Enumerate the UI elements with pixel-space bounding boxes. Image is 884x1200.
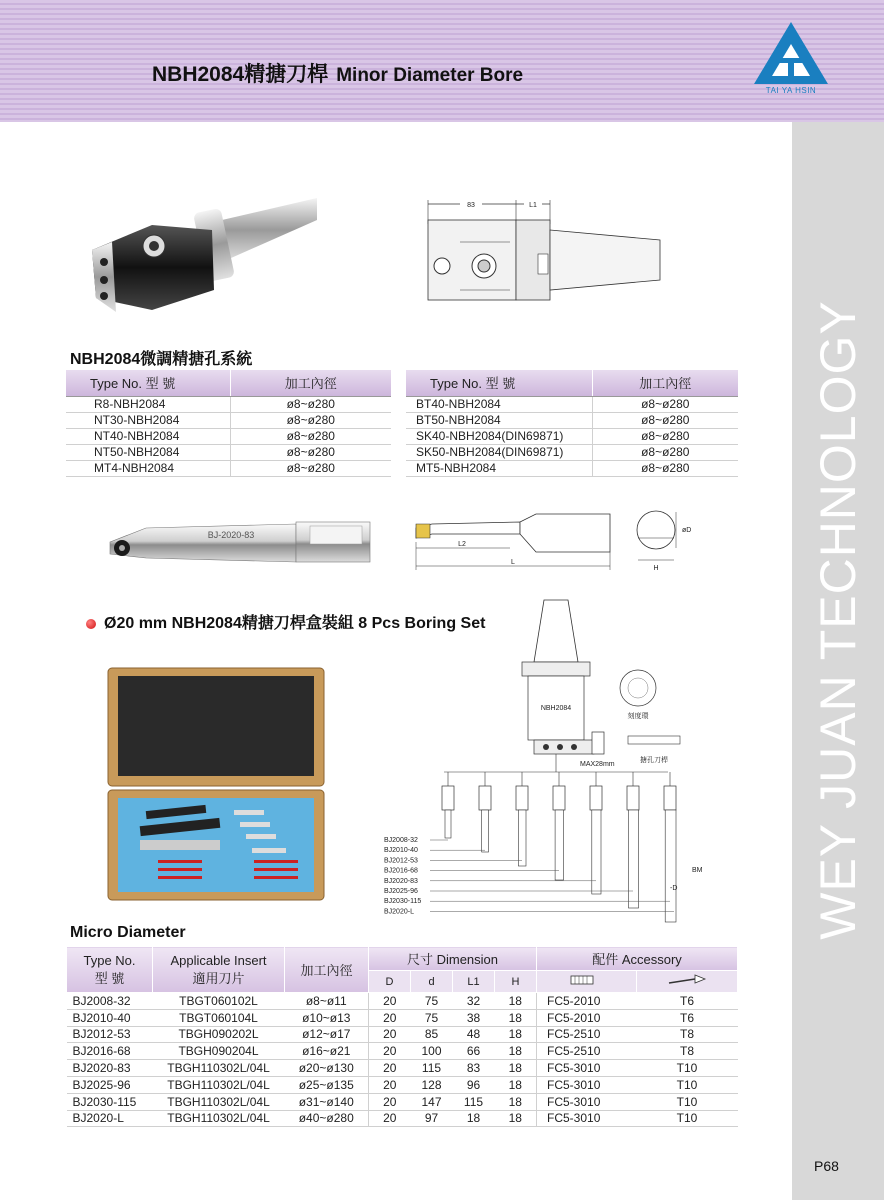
cell-type: BJ2025-96: [67, 1076, 153, 1093]
col-H: H: [495, 971, 537, 993]
cell-type: R8-NBH2084: [66, 396, 230, 412]
cell-range: ø12~ø17: [285, 1026, 369, 1043]
bar-label: BJ2020-L: [384, 908, 414, 916]
cell-h: 18: [495, 1076, 537, 1093]
table-row: [66, 444, 391, 460]
bar-label: BJ2020-83: [384, 877, 418, 885]
bar-drawing: [410, 508, 705, 580]
table-row: [406, 460, 738, 476]
table-row: [406, 444, 738, 460]
cell-insert: TBGT060102L: [153, 993, 285, 1010]
cell-range: ø8~ø280: [230, 444, 391, 460]
table-row: [67, 993, 738, 1010]
cell-range: ø8~ø280: [592, 428, 738, 444]
cell-type: BT40-NBH2084: [406, 396, 592, 412]
cell-d: 75: [411, 1009, 453, 1026]
dim-d: øD: [682, 527, 692, 534]
title-zh: NBH2084精搪刀桿: [152, 63, 329, 86]
cell-acc2: T6: [637, 1009, 738, 1026]
cell-d: 20: [369, 1076, 411, 1093]
bar-shank: [590, 786, 602, 810]
max-label: MAX28mm: [580, 761, 615, 768]
bar-body: [482, 810, 489, 852]
cell-d: 20: [369, 1009, 411, 1026]
col-dimension: 尺寸 Dimension: [369, 947, 537, 971]
set-drawing: [374, 596, 704, 926]
cell-h: 18: [495, 1043, 537, 1060]
cell-h: 18: [495, 1009, 537, 1026]
cell-type: SK50-NBH2084(DIN69871): [406, 444, 592, 460]
cell-type: BJ2008-32: [67, 993, 153, 1010]
bm-label: BM: [692, 867, 703, 874]
cell-l1: 66: [453, 1043, 495, 1060]
bar-label: BJ2012-53: [384, 857, 418, 865]
bar-outlines: [442, 772, 676, 922]
cell-range: ø8~ø11: [285, 993, 369, 1010]
cell-insert: TBGH110302L/04L: [153, 1110, 285, 1127]
cell-insert: TBGH110302L/04L: [153, 1076, 285, 1093]
cell-d: 75: [411, 993, 453, 1010]
cell-insert: TBGH110302L/04L: [153, 1060, 285, 1077]
table-row: [67, 1093, 738, 1110]
bar-body: [518, 810, 526, 866]
cell-type: BJ2016-68: [67, 1043, 153, 1060]
cell-type: BT50-NBH2084: [406, 412, 592, 428]
holder-photo: [82, 180, 322, 330]
table-row: [67, 1043, 738, 1060]
col-type-en: Type No.: [83, 952, 136, 968]
cell-type: MT4-NBH2084: [66, 460, 230, 476]
cell-acc1: FC5-3010: [537, 1093, 637, 1110]
cell-l1: 38: [453, 1009, 495, 1026]
cell-range: ø8~ø280: [230, 412, 391, 428]
cell-d: 20: [369, 1060, 411, 1077]
cell-acc2: T8: [637, 1043, 738, 1060]
cell-acc2: T8: [637, 1026, 738, 1043]
holder-table-left: [66, 370, 391, 477]
cell-d: 85: [411, 1026, 453, 1043]
cell-d: 147: [411, 1093, 453, 1110]
cell-type: NT30-NBH2084: [66, 412, 230, 428]
dim-h: H: [653, 565, 659, 572]
table-row: [66, 460, 391, 476]
bullet-icon: [86, 619, 96, 629]
cell-acc1: FC5-3010: [537, 1110, 637, 1127]
bar-body: [592, 810, 601, 894]
d-label: -D: [670, 885, 678, 892]
section3-title: Micro Diameter: [70, 924, 186, 941]
cell-range: ø25~ø135: [285, 1076, 369, 1093]
cell-range: ø8~ø280: [592, 412, 738, 428]
side-brand-text: WEY JUAN TECHNOLOGY: [810, 300, 866, 940]
cell-h: 18: [495, 1060, 537, 1077]
cell-acc2: T6: [637, 993, 738, 1010]
cell-h: 18: [495, 1110, 537, 1127]
cell-type: BJ2030-115: [67, 1093, 153, 1110]
cell-range: ø31~ø140: [285, 1093, 369, 1110]
cell-d: 115: [411, 1060, 453, 1077]
bar-body: [665, 810, 676, 922]
title-en: Minor Diameter Bore: [336, 65, 524, 86]
page-number: P68: [814, 1158, 839, 1174]
cell-d: 20: [369, 1093, 411, 1110]
table-row: [67, 1076, 738, 1093]
dim-83: 83: [467, 202, 475, 209]
table-row: [66, 396, 391, 412]
section1-title: NBH2084微調精搪孔系統: [70, 351, 253, 368]
bar-body: [555, 810, 563, 880]
col-type: [67, 947, 153, 993]
col-d: d: [411, 971, 453, 993]
col-insert-zh: 適用刀片: [192, 970, 245, 986]
cell-range: ø8~ø280: [592, 396, 738, 412]
cell-insert: TBGT060104L: [153, 1009, 285, 1026]
bar-shank: [479, 786, 491, 810]
cell-d: 97: [411, 1110, 453, 1127]
col-range: 加工內徑: [285, 947, 369, 993]
bar-shank: [664, 786, 676, 810]
bar-body: [445, 810, 451, 838]
bar-shank: [627, 786, 639, 810]
bar-label: BJ2025-96: [384, 888, 418, 895]
holder-drawing: [420, 196, 670, 316]
cell-range: ø16~ø21: [285, 1043, 369, 1060]
section2-title-text: Ø20 mm NBH2084精搪刀桿盒裝組 8 Pcs Boring Set: [104, 615, 486, 632]
cell-range: ø8~ø280: [230, 396, 391, 412]
cell-insert: TBGH090202L: [153, 1026, 285, 1043]
cell-range: ø8~ø280: [230, 460, 391, 476]
cell-acc1: FC5-2510: [537, 1043, 637, 1060]
boring-bar-photo: [106, 518, 376, 570]
table-row: [66, 428, 391, 444]
cell-d: 20: [369, 1110, 411, 1127]
cell-acc1: FC5-3010: [537, 1060, 637, 1077]
table-row: [67, 1060, 738, 1077]
cell-acc1: FC5-3010: [537, 1076, 637, 1093]
logo-text: TAI YA HSIN: [765, 86, 817, 95]
bar-label: BJ2010-40: [384, 847, 418, 855]
cell-h: 18: [495, 1026, 537, 1043]
cell-acc1: FC5-2010: [537, 1009, 637, 1026]
col-L1: L1: [453, 971, 495, 993]
bar-shank: [516, 786, 528, 810]
micro-diameter-table: [66, 946, 738, 1127]
cell-type: BJ2012-53: [67, 1026, 153, 1043]
cell-range: ø20~ø130: [285, 1060, 369, 1077]
cell-l1: 83: [453, 1060, 495, 1077]
cell-insert: TBGH110302L/04L: [153, 1093, 285, 1110]
cell-d: 100: [411, 1043, 453, 1060]
col-range: 加工內徑: [592, 370, 738, 396]
cell-acc1: FC5-2510: [537, 1026, 637, 1043]
cell-acc1: FC5-2010: [537, 993, 637, 1010]
table-row: [406, 428, 738, 444]
wrench-icon: [637, 971, 738, 993]
cell-range: ø8~ø280: [592, 460, 738, 476]
cell-l1: 115: [453, 1093, 495, 1110]
dim-l2: L2: [458, 541, 466, 548]
col-D: D: [369, 971, 411, 993]
bar-label: BJ2030-115: [384, 898, 422, 906]
tool-label: 搪孔刀桿: [640, 757, 668, 764]
col-range: 加工內徑: [230, 370, 391, 396]
table-row: [66, 412, 391, 428]
bar-label: BJ2016-68: [384, 867, 418, 875]
cell-range: ø8~ø280: [592, 444, 738, 460]
cell-l1: 48: [453, 1026, 495, 1043]
page-title: [152, 58, 523, 88]
cell-d: 20: [369, 993, 411, 1010]
cell-type: NT50-NBH2084: [66, 444, 230, 460]
col-accessory: 配件 Accessory: [537, 947, 738, 971]
cell-l1: 96: [453, 1076, 495, 1093]
cell-d: 20: [369, 1026, 411, 1043]
cell-type: NT40-NBH2084: [66, 428, 230, 444]
cell-l1: 18: [453, 1110, 495, 1127]
col-type: Type No. 型 號: [66, 370, 230, 396]
table-row: [67, 1009, 738, 1026]
col-insert: [153, 947, 285, 993]
cell-acc2: T10: [637, 1110, 738, 1127]
cell-acc2: T10: [637, 1093, 738, 1110]
dial-label: 刻度環: [627, 713, 649, 720]
table-row: [406, 396, 738, 412]
cell-acc2: T10: [637, 1076, 738, 1093]
col-type-zh: 型 號: [94, 970, 125, 986]
bar-shank: [442, 786, 454, 810]
cell-type: BJ2020-L: [67, 1110, 153, 1127]
bar-engraving: BJ-2020-83: [207, 530, 255, 540]
cell-insert: TBGH090204L: [153, 1043, 285, 1060]
cell-acc2: T10: [637, 1060, 738, 1077]
cell-l1: 32: [453, 993, 495, 1010]
bar-shank: [553, 786, 565, 810]
cell-h: 18: [495, 1093, 537, 1110]
head-label: NBH2084: [540, 705, 572, 712]
bar-label: BJ2008-32: [384, 837, 418, 844]
dim-l1: L1: [529, 202, 537, 209]
cell-type: MT5-NBH2084: [406, 460, 592, 476]
screw-icon: [537, 971, 637, 993]
cell-d: 128: [411, 1076, 453, 1093]
bar-body: [629, 810, 639, 908]
table-row: [67, 1110, 738, 1127]
holder-table-right: [406, 370, 738, 477]
cell-type: SK40-NBH2084(DIN69871): [406, 428, 592, 444]
cell-h: 18: [495, 993, 537, 1010]
cell-type: BJ2020-83: [67, 1060, 153, 1077]
cell-range: ø10~ø13: [285, 1009, 369, 1026]
col-insert-en: Applicable Insert: [170, 952, 267, 968]
boring-set-case-photo: [106, 662, 328, 902]
cell-type: BJ2010-40: [67, 1009, 153, 1026]
cell-range: ø8~ø280: [230, 428, 391, 444]
table-row: [406, 412, 738, 428]
col-type: Type No. 型 號: [406, 370, 592, 396]
table-row: [67, 1026, 738, 1043]
cell-range: ø40~ø280: [285, 1110, 369, 1127]
dim-l: L: [511, 559, 515, 566]
cell-d: 20: [369, 1043, 411, 1060]
